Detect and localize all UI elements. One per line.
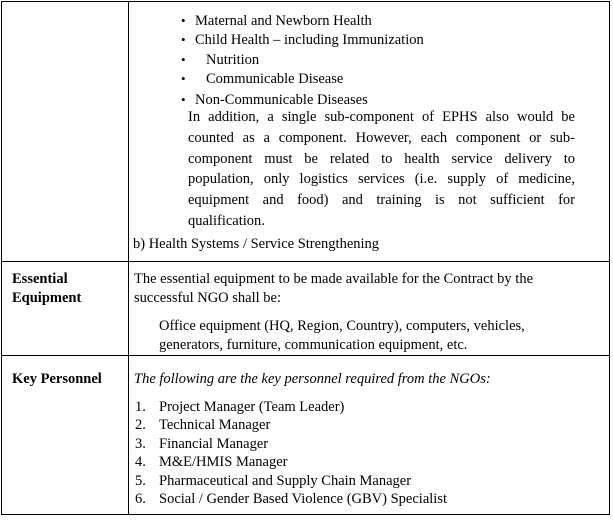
- list-item-b: b) Health Systems / Service Strengthening: [133, 236, 380, 252]
- row-divider: [2, 261, 609, 262]
- bullet-icon: •: [181, 13, 186, 28]
- personnel-item: M&E/HMIS Manager: [159, 454, 288, 470]
- equipment-list: generators, furniture, communication equipment, etc.: [159, 337, 468, 353]
- list-number: 5.: [135, 473, 146, 489]
- list-number: 6.: [135, 491, 146, 507]
- bullet-icon: •: [181, 92, 186, 107]
- column-divider: [128, 2, 129, 514]
- bullet-item: Non-Communicable Diseases: [195, 92, 368, 108]
- bullet-item: Communicable Disease: [206, 71, 344, 87]
- row-divider: [2, 355, 609, 356]
- list-number: 2.: [135, 417, 146, 433]
- row-label: Key Personnel: [12, 371, 102, 387]
- equipment-intro: The essential equipment to be made available for the Contract by the: [134, 271, 534, 287]
- bullet-item: Child Health – including Immunization: [195, 32, 424, 48]
- personnel-item: Technical Manager: [159, 417, 271, 433]
- equipment-intro: successful NGO shall be:: [134, 290, 281, 306]
- personnel-item: Pharmaceutical and Supply Chain Manager: [159, 473, 412, 489]
- row-label-line: Equipment: [12, 290, 82, 306]
- equipment-list: Office equipment (HQ, Region, Country), computers, vehicles,: [159, 318, 525, 334]
- bullet-item: Nutrition: [206, 52, 260, 68]
- list-number: 4.: [135, 454, 146, 470]
- requirements-table: [1, 1, 610, 515]
- personnel-item: Social / Gender Based Violence (GBV) Specialist: [159, 491, 447, 507]
- bullet-item: Maternal and Newborn Health: [195, 13, 372, 29]
- row-label-line: Essential: [12, 271, 68, 287]
- eligibility-paragraph: In addition, a single sub-component of EPHS also would be counted as a component. However, each component or sub-component must be related to health service delivery to population, only logistics services (i.e. supply of medicine, equipment and food) and training is not sufficient for qualification.: [188, 109, 575, 229]
- personnel-intro: The following are the key personnel required from the NGOs:: [134, 371, 491, 387]
- bullet-icon: •: [181, 71, 186, 86]
- bullet-icon: •: [181, 32, 186, 47]
- personnel-item: Project Manager (Team Leader): [159, 399, 345, 415]
- personnel-item: Financial Manager: [159, 436, 269, 452]
- bullet-icon: •: [181, 52, 186, 67]
- list-number: 3.: [135, 436, 146, 452]
- list-number: 1.: [135, 399, 146, 415]
